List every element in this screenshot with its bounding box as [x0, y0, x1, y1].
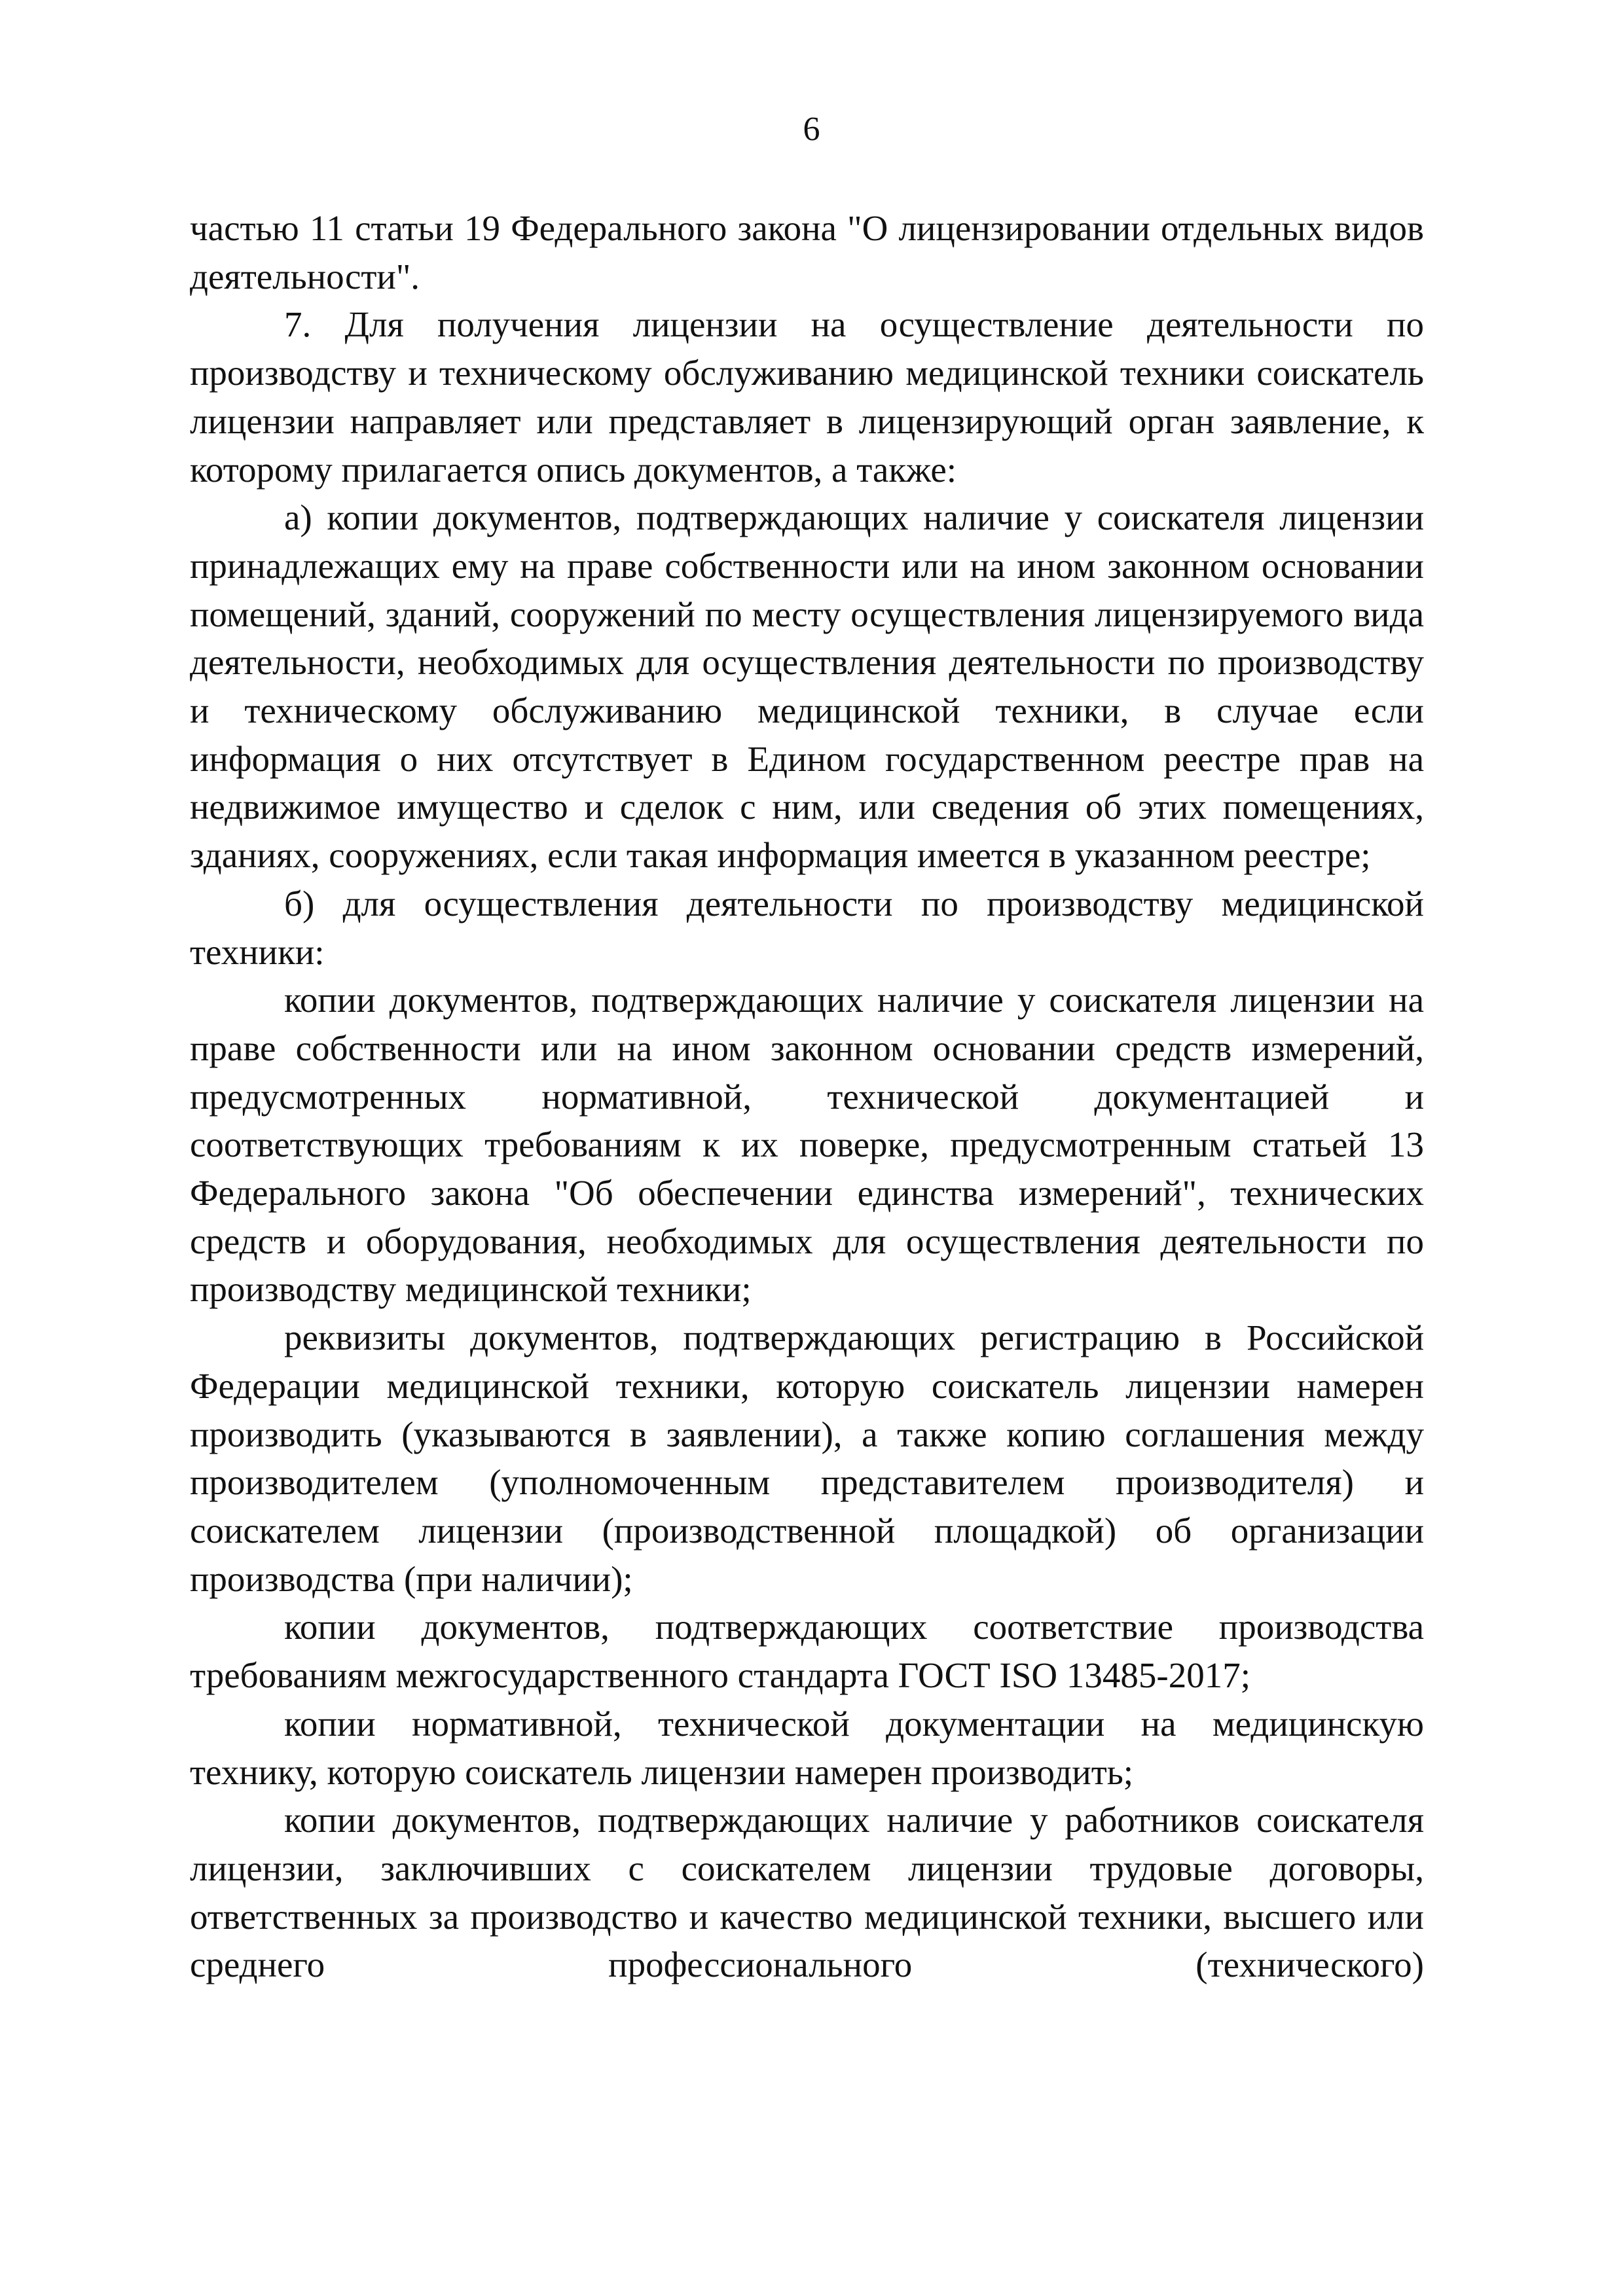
paragraph-subitem-b: б) для осуществления деятельности по производству медицинской техники: [190, 883, 1424, 972]
paragraph-subitem-a: а) копии документов, подтверждающих наличие у соискателя лицензии принадлежащих ему на праве собственности или на ином законном основании помещений, зданий, сооружений по месту осуществления лицензируемого вида деятельности, необходимых для осуществления деятельности по производству и техническому обслуживанию медицинской техники, в случае если информация о них отсутствует в Едином государственном реестре прав на недвижимое имущество и сделок с ним, или сведения об этих помещениях, зданиях, сооружениях, если такая информация имеется в указанном реестре; [190, 497, 1424, 876]
document-body [190, 204, 1424, 1989]
paragraph-item-7: 7. Для получения лицензии на осуществление деятельности по производству и техническому обслуживанию медицинской техники соискатель лицензии направляет или представляет в лицензирующий орган заявление, к которому прилагается опись документов, а также: [190, 304, 1424, 490]
paragraph-gost-compliance: копии документов, подтверждающих соответствие производства требованиям межгосударственного стандарта ГОСТ ISO 13485-2017; [190, 1607, 1424, 1696]
paragraph-continuation: частью 11 статьи 19 Федерального закона "О лицензировании отдельных видов деятельности". [190, 208, 1424, 296]
paragraph-staff-qualification: копии документов, подтверждающих наличие у работников соискателя лицензии, заключивших с соискателем лицензии трудовые договоры, ответственных за производство и качество медицинской техники, высшего или среднего профессионального (технического) [190, 1800, 1424, 1985]
paragraph-registration-details: реквизиты документов, подтверждающих регистрацию в Российской Федерации медицинской техники, которую соискатель лицензии намерен производить (указываются в заявлении), а также копию соглашения между производителем (уполномоченным представителем производителя) и соискателем лицензии (производственной площадкой) об организации производства (при наличии); [190, 1318, 1424, 1599]
paragraph-measuring-equipment: копии документов, подтверждающих наличие у соискателя лицензии на праве собственности или на ином законном основании средств измерений, предусмотренных нормативной, технической документацией и соответствующих требованиям к их поверке, предусмотренным статьей 13 Федерального закона "Об обеспечении единства измерений", технических средств и оборудования, необходимых для осуществления деятельности по производству медицинской техники; [190, 980, 1424, 1310]
page-number: 6 [803, 111, 820, 148]
paragraph-technical-documentation: копии нормативной, технической документации на медицинскую технику, которую соискатель лицензии намерен производить; [190, 1703, 1424, 1792]
